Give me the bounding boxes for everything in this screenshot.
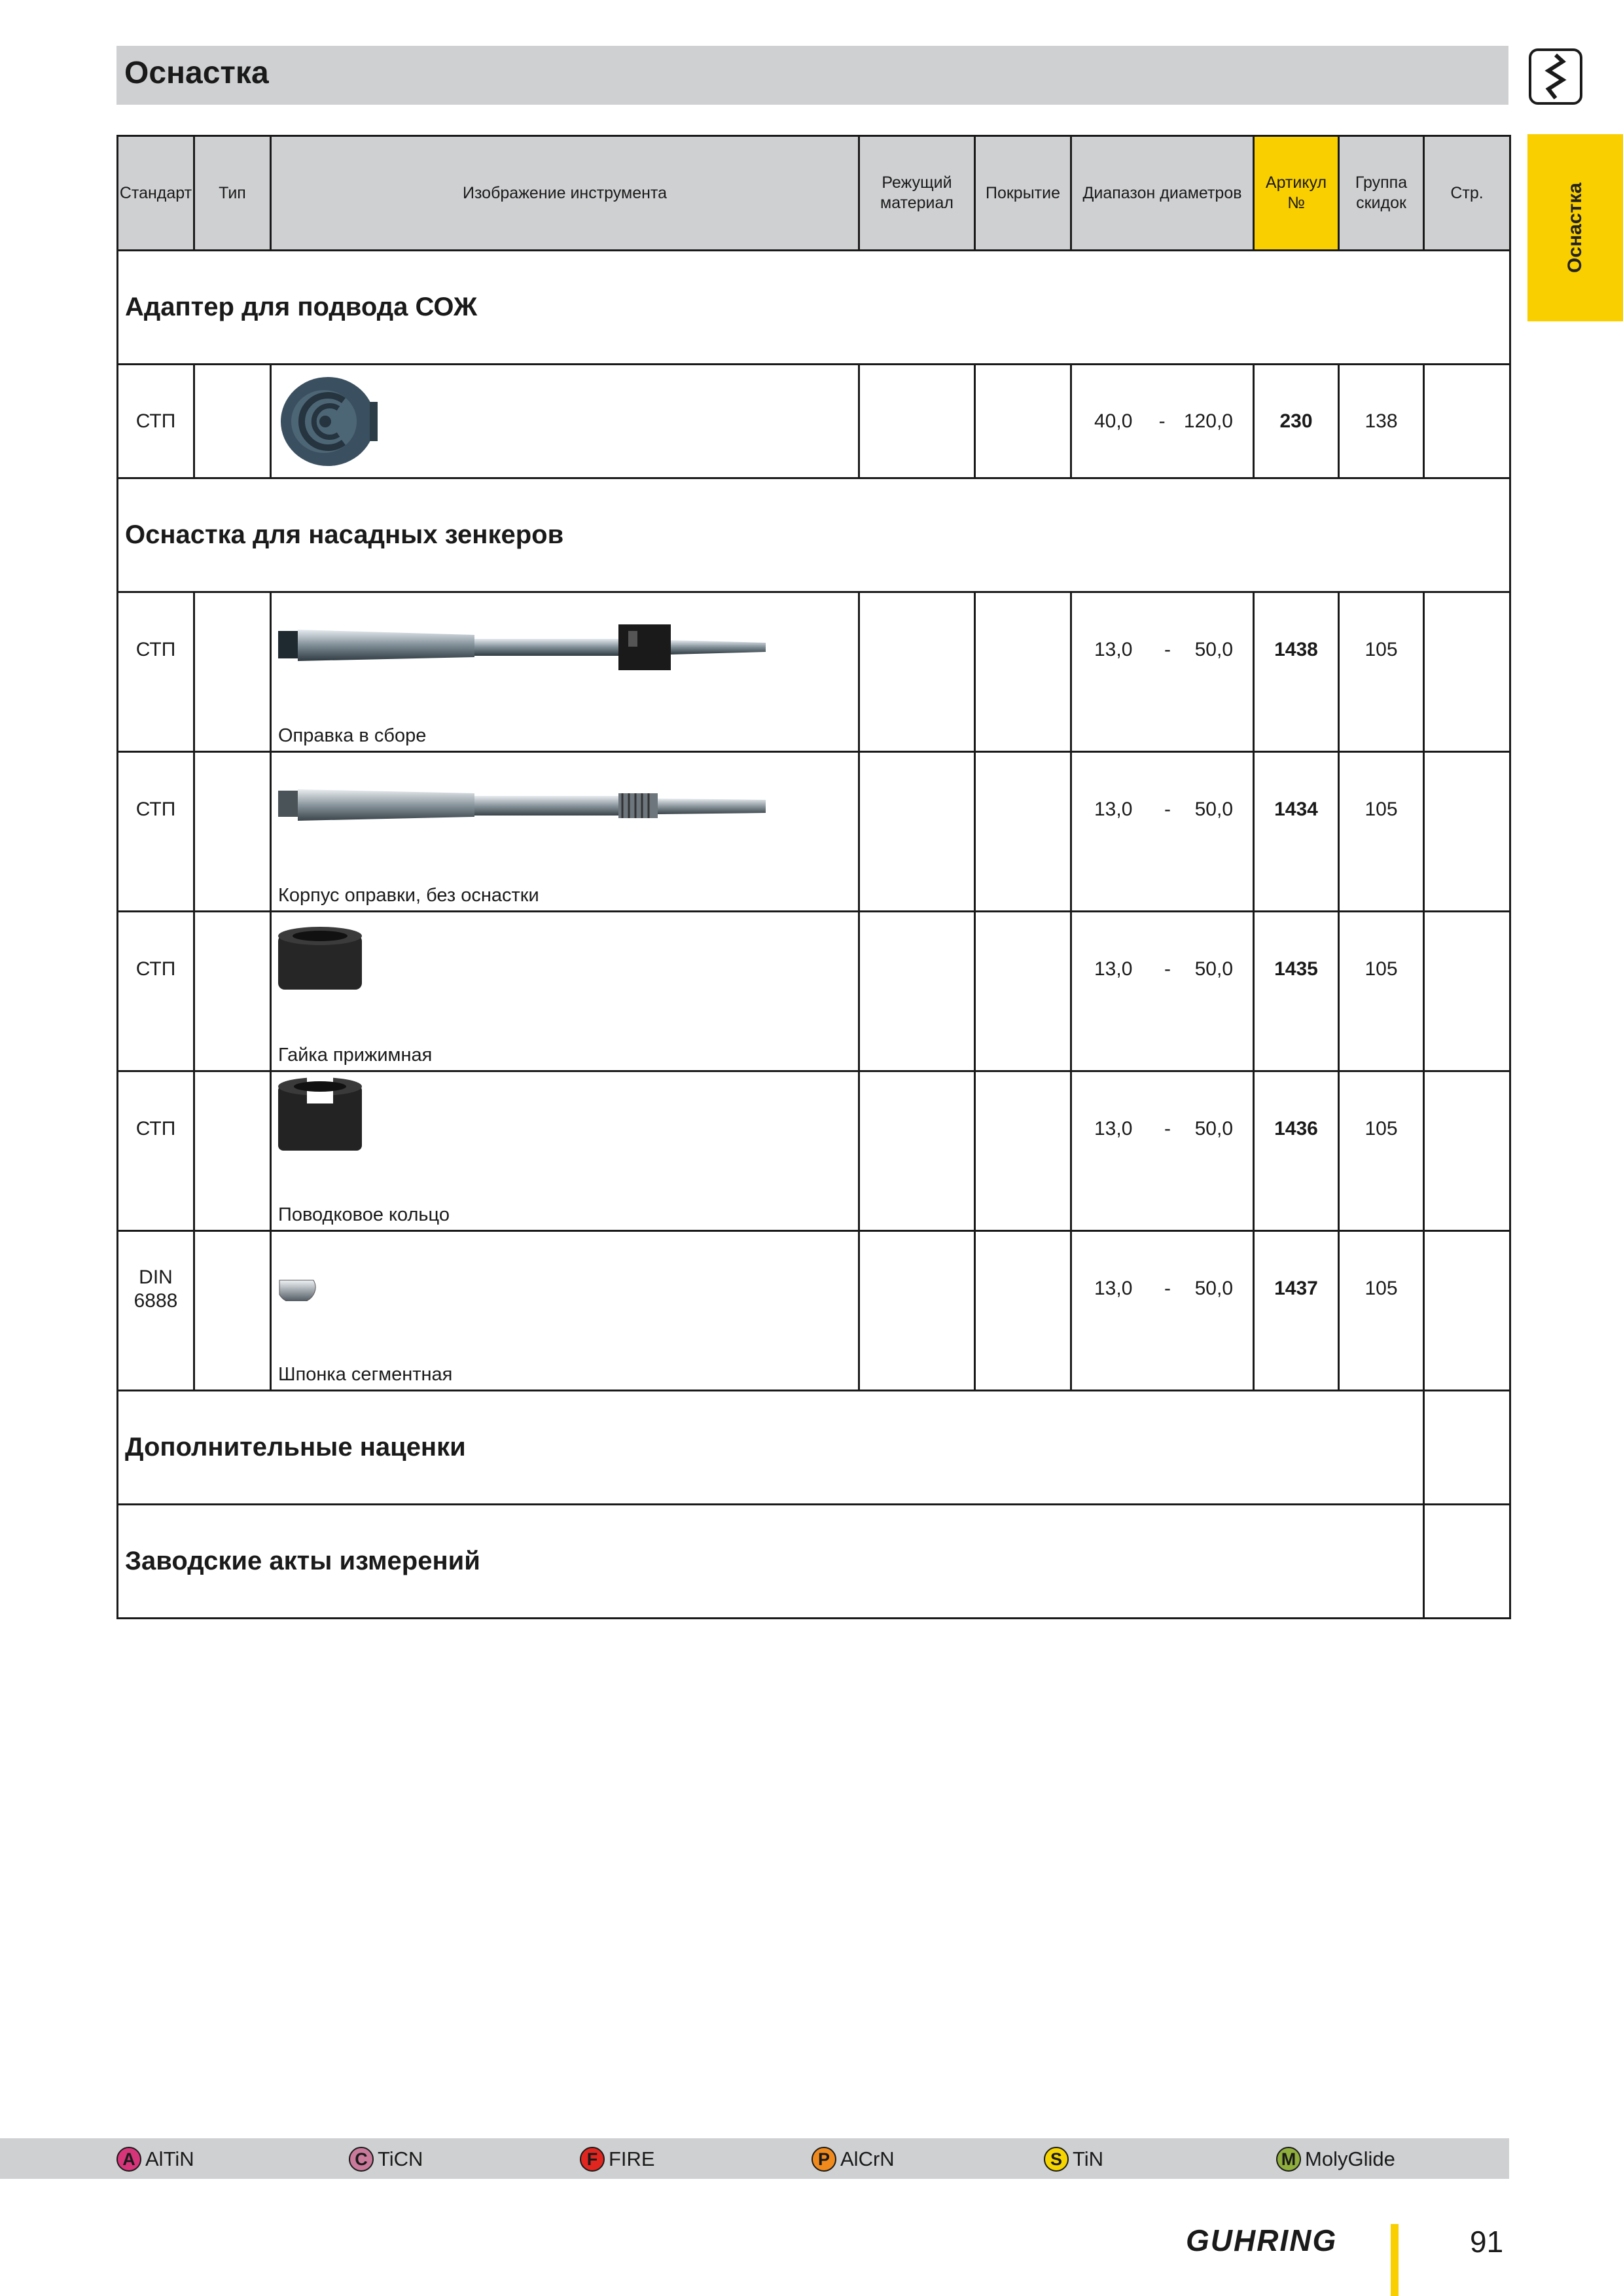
- legend-item: [1276, 2147, 1395, 2172]
- legend-item: [116, 2147, 194, 2172]
- col-diameter-range: Диапазон диаметров: [1071, 136, 1254, 251]
- diameter-from: 13,0: [1094, 958, 1133, 980]
- image-cell: [271, 1071, 859, 1231]
- range-cell: [1071, 365, 1254, 478]
- legend-label: TiN: [1073, 2147, 1104, 2170]
- extra-section-title: Заводские акты измерений: [118, 1505, 1424, 1619]
- range-dash: -: [1164, 798, 1171, 820]
- image-caption: Шпонка сегментная: [278, 1364, 453, 1385]
- standard-cell: DIN 6888: [118, 1231, 194, 1391]
- table-row[interactable]: [118, 1231, 1510, 1391]
- legend-item: [1044, 2147, 1103, 2172]
- diameter-from: 13,0: [1094, 798, 1133, 820]
- table-header: [118, 136, 1510, 251]
- coating-legend: [0, 2138, 1509, 2179]
- section-row: [118, 478, 1510, 592]
- drill-icon: [1529, 48, 1582, 105]
- material-cell: [859, 592, 975, 752]
- table-row[interactable]: [118, 912, 1510, 1071]
- section-tab-label: Оснастка: [1564, 183, 1586, 273]
- type-cell: [194, 1231, 271, 1391]
- image-cell: [271, 592, 859, 752]
- diameter-to: 50,0: [1194, 958, 1233, 980]
- col-coating: Покрытие: [975, 136, 1071, 251]
- table-row[interactable]: [118, 752, 1510, 912]
- image-cell: [271, 752, 859, 912]
- image-caption: Оправка в сборе: [278, 725, 427, 746]
- range-cell: [1071, 1071, 1254, 1231]
- range-cell: [1071, 752, 1254, 912]
- col-standard: Стандарт: [118, 136, 194, 251]
- section-row: [118, 251, 1510, 365]
- group-cell: 138: [1339, 365, 1424, 478]
- diameter-from: 13,0: [1094, 639, 1133, 660]
- diameter-to: 120,0: [1183, 410, 1233, 432]
- col-discount-group: Группа скидок: [1339, 136, 1424, 251]
- material-cell: [859, 752, 975, 912]
- type-cell: [194, 592, 271, 752]
- standard-cell: СТП: [118, 365, 194, 478]
- page-title-bar: [116, 46, 1508, 105]
- range-dash: -: [1158, 410, 1166, 432]
- page-title: Оснастка: [124, 56, 269, 90]
- coating-badge-icon: C: [349, 2147, 374, 2172]
- legend-label: FIRE: [609, 2147, 655, 2170]
- coolant-adapter-icon: [278, 374, 378, 469]
- range-dash: -: [1164, 1278, 1171, 1299]
- page-cell: [1424, 1071, 1510, 1231]
- logo-divider: [1391, 2224, 1399, 2296]
- drive-ring-icon: [278, 1076, 363, 1151]
- diameter-to: 50,0: [1194, 798, 1233, 820]
- standard-cell: СТП: [118, 912, 194, 1071]
- article-cell[interactable]: 1438: [1254, 592, 1339, 752]
- image-caption: Гайка прижимная: [278, 1045, 433, 1066]
- coating-cell: [975, 752, 1071, 912]
- legend-label: AlTiN: [145, 2147, 194, 2170]
- extra-section-title: Дополнительные наценки: [118, 1391, 1424, 1505]
- legend-label: AlCrN: [840, 2147, 895, 2170]
- material-cell: [859, 1071, 975, 1231]
- range-cell: [1071, 1231, 1254, 1391]
- standard-cell: СТП: [118, 1071, 194, 1231]
- material-cell: [859, 1231, 975, 1391]
- legend-item: [580, 2147, 655, 2172]
- type-cell: [194, 365, 271, 478]
- legend-item: [349, 2147, 423, 2172]
- image-caption: Корпус оправки, без оснастки: [278, 885, 539, 906]
- diameter-to: 50,0: [1194, 1118, 1233, 1139]
- col-material: Режущий материал: [859, 136, 975, 251]
- group-cell: 105: [1339, 912, 1424, 1071]
- legend-item: [812, 2147, 895, 2172]
- page-cell: [1424, 365, 1510, 478]
- range-cell: [1071, 592, 1254, 752]
- standard-cell: СТП: [118, 752, 194, 912]
- section-title: Адаптер для подвода СОЖ: [118, 251, 1510, 365]
- coating-badge-icon: A: [116, 2147, 141, 2172]
- diameter-from: 13,0: [1094, 1278, 1133, 1299]
- diameter-from: 13,0: [1094, 1118, 1133, 1139]
- page-cell: [1424, 1231, 1510, 1391]
- coating-cell: [975, 1231, 1071, 1391]
- coating-badge-icon: F: [580, 2147, 605, 2172]
- woodruff-key-icon: [278, 1275, 317, 1301]
- range-cell: [1071, 912, 1254, 1071]
- article-cell[interactable]: 230: [1254, 365, 1339, 478]
- coating-cell: [975, 592, 1071, 752]
- coating-badge-icon: M: [1276, 2147, 1301, 2172]
- table-row[interactable]: [118, 365, 1510, 478]
- section-tab[interactable]: [1527, 134, 1623, 321]
- range-dash: -: [1164, 639, 1171, 660]
- material-cell: [859, 365, 975, 478]
- material-cell: [859, 912, 975, 1071]
- page-cell: [1424, 592, 1510, 752]
- extra-section-row: [118, 1505, 1510, 1619]
- article-cell[interactable]: 1437: [1254, 1231, 1339, 1391]
- image-caption: Поводковое кольцо: [278, 1204, 450, 1225]
- clamp-nut-icon: [278, 925, 363, 991]
- page-cell: [1424, 1391, 1510, 1505]
- range-dash: -: [1164, 958, 1171, 980]
- article-cell[interactable]: 1435: [1254, 912, 1339, 1071]
- col-page: Стр.: [1424, 136, 1510, 251]
- group-cell: 105: [1339, 752, 1424, 912]
- coating-badge-icon: S: [1044, 2147, 1069, 2172]
- coating-cell: [975, 1071, 1071, 1231]
- image-cell: [271, 1231, 859, 1391]
- arbor-body-icon: [278, 784, 776, 830]
- article-cell[interactable]: 1436: [1254, 1071, 1339, 1231]
- diameter-from: 40,0: [1094, 410, 1133, 432]
- table-row[interactable]: [118, 592, 1510, 752]
- col-image: Изображение инструмента: [271, 136, 859, 251]
- extra-section-row: [118, 1391, 1510, 1505]
- type-cell: [194, 912, 271, 1071]
- coating-cell: [975, 365, 1071, 478]
- legend-label: MolyGlide: [1305, 2147, 1395, 2170]
- diameter-to: 50,0: [1194, 639, 1233, 660]
- image-cell: [271, 912, 859, 1071]
- page-cell: [1424, 752, 1510, 912]
- type-cell: [194, 1071, 271, 1231]
- coating-cell: [975, 912, 1071, 1071]
- group-cell: 105: [1339, 1231, 1424, 1391]
- catalog-table: [116, 135, 1511, 1619]
- col-type: Тип: [194, 136, 271, 251]
- brand-logo: GUHRING: [1186, 2223, 1338, 2257]
- table-row[interactable]: [118, 1071, 1510, 1231]
- section-title: Оснастка для насадных зенкеров: [118, 478, 1510, 592]
- arbor-assembly-icon: [278, 624, 776, 677]
- type-cell: [194, 752, 271, 912]
- page-cell: [1424, 1505, 1510, 1619]
- page-number: 91: [1470, 2225, 1504, 2259]
- standard-cell: СТП: [118, 592, 194, 752]
- coating-badge-icon: P: [812, 2147, 836, 2172]
- article-cell[interactable]: 1434: [1254, 752, 1339, 912]
- legend-label: TiCN: [378, 2147, 423, 2170]
- range-dash: -: [1164, 1118, 1171, 1139]
- col-article: Артикул №: [1254, 136, 1339, 251]
- page-cell: [1424, 912, 1510, 1071]
- group-cell: 105: [1339, 592, 1424, 752]
- diameter-to: 50,0: [1194, 1278, 1233, 1299]
- group-cell: 105: [1339, 1071, 1424, 1231]
- image-cell: [271, 365, 859, 478]
